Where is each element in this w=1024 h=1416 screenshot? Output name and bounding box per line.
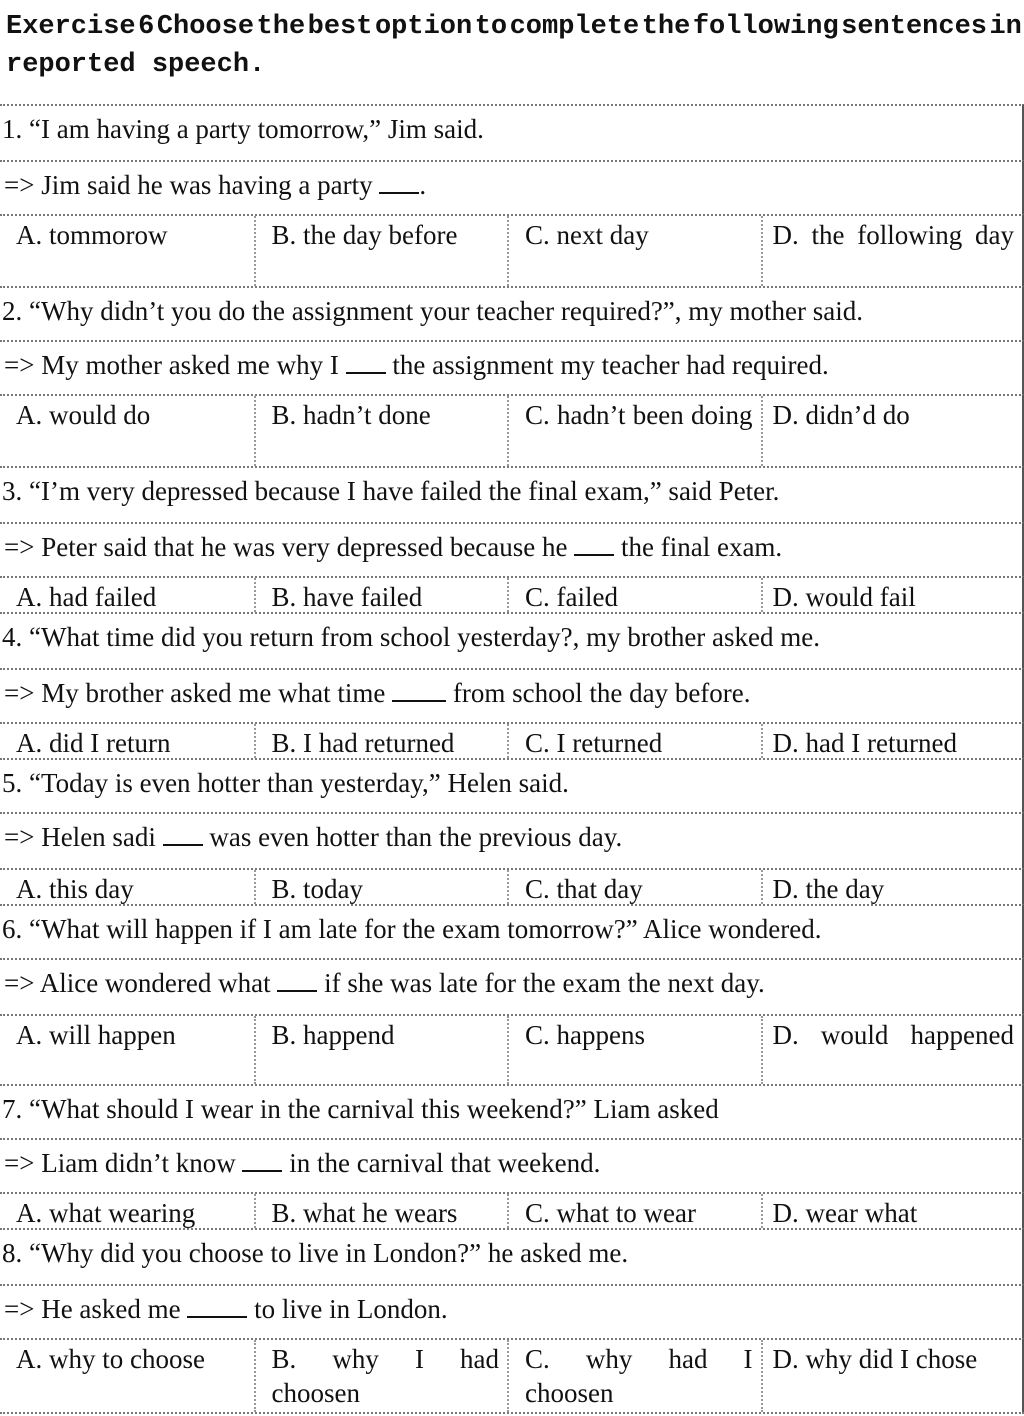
title-word: sentences (841, 12, 987, 42)
option-d[interactable]: D. would fail (772, 582, 916, 612)
question-text: 3. “I’m very depressed because I have failed the final exam,” said Peter. (2, 476, 780, 506)
reported-text (4, 676, 751, 710)
option-a[interactable]: A. would do (0, 396, 256, 466)
question-text: 7. “What should I wear in the carnival this weekend?” Liam asked (2, 1094, 719, 1124)
option-b[interactable]: B. happend (256, 1016, 510, 1084)
question-text: 4. “What time did you return from school yesterday?, my brother asked me. (2, 622, 821, 652)
question-row (0, 612, 1024, 668)
reported-row (0, 668, 1024, 722)
option-c[interactable]: C. failed (509, 578, 763, 612)
title-word: option (374, 12, 473, 42)
option-b[interactable]: B. today (256, 870, 510, 904)
exercise-header (0, 8, 1024, 104)
question-row (0, 758, 1024, 812)
answer-blank[interactable] (163, 822, 203, 846)
exercise-title-line-1 (6, 8, 1022, 46)
table-bottom-border (0, 1412, 1024, 1414)
option-c[interactable]: C. happens (509, 1016, 763, 1084)
reported-after: . (419, 170, 427, 200)
reported-row (0, 1284, 1024, 1338)
title-word: Exercise (6, 12, 136, 42)
option-a[interactable]: A. what wearing (0, 1194, 256, 1228)
question-text: 2. “Why didn’t you do the assignment your teacher required?”, my mother said. (2, 296, 864, 326)
answer-blank[interactable] (277, 968, 317, 992)
option-a[interactable]: A. will happen (0, 1016, 256, 1084)
option-d[interactable]: D. the day (772, 874, 885, 904)
question-row (0, 104, 1024, 160)
question-row (0, 1084, 1024, 1138)
reported-row (0, 160, 1024, 214)
reported-after: if she was late for the exam the next day. (317, 968, 765, 998)
reported-text (4, 966, 765, 1000)
option-c[interactable]: C. I returned (509, 724, 763, 758)
title-word: Choose (156, 12, 255, 42)
question-text: 6. “What will happen if I am late for the exam tomorrow?” Alice wondered. (2, 914, 822, 944)
question-text: 1. “I am having a party tomorrow,” Jim said. (2, 114, 484, 144)
reported-before: => Liam didn’t know (4, 1148, 243, 1178)
reported-row (0, 522, 1024, 576)
reported-after: from school the day before. (446, 678, 751, 708)
answer-blank[interactable] (379, 170, 419, 194)
title-word: 6 (138, 12, 155, 42)
option-a[interactable]: A. had failed (0, 578, 256, 612)
answer-blank[interactable] (346, 350, 386, 374)
options-row (0, 1338, 1024, 1412)
option-c[interactable]: C. hadn’t been doing (509, 396, 763, 466)
reported-after: to live in London. (247, 1294, 448, 1324)
option-b[interactable]: B. I had returned (256, 724, 510, 758)
reported-after: in the carnival that weekend. (282, 1148, 601, 1178)
reported-before: => My brother asked me what time (4, 678, 393, 708)
reported-text (4, 168, 426, 202)
options-row (0, 1014, 1024, 1084)
options-row (0, 576, 1024, 612)
options-row (0, 394, 1024, 466)
answer-blank[interactable] (242, 1148, 282, 1172)
question-row (0, 466, 1024, 522)
option-c[interactable]: C. next day (509, 216, 763, 286)
reported-row (0, 958, 1024, 1014)
reported-text (4, 348, 829, 382)
option-a[interactable]: A. did I return (0, 724, 256, 758)
option-b[interactable]: B. what he wears (256, 1194, 510, 1228)
answer-blank[interactable] (392, 678, 446, 702)
title-word: complete (509, 12, 640, 42)
option-b[interactable]: B. why I had choosen (256, 1340, 510, 1412)
reported-row (0, 1138, 1024, 1192)
options-row (0, 868, 1024, 904)
option-d[interactable]: D. why did I chose (772, 1344, 978, 1374)
reported-text (4, 1146, 600, 1180)
reported-text (4, 1292, 448, 1326)
option-a[interactable]: A. why to choose (0, 1340, 256, 1412)
reported-row (0, 812, 1024, 868)
option-d[interactable]: D. didn’d do (772, 400, 910, 430)
answer-blank[interactable] (574, 532, 614, 556)
reported-text (4, 820, 622, 854)
reported-before: => Peter said that he was very depressed because he (4, 532, 575, 562)
reported-after: was even hotter than the previous day. (202, 822, 623, 852)
option-d[interactable]: D. wear what (772, 1198, 918, 1228)
option-a[interactable]: A. this day (0, 870, 256, 904)
option-d[interactable]: D. had I returned (772, 728, 957, 758)
options-row (0, 214, 1024, 286)
exercise-title-line-2: reported speech. (6, 50, 266, 80)
option-b[interactable]: B. hadn’t done (256, 396, 510, 466)
options-row (0, 722, 1024, 758)
question-text: 5. “Today is even hotter than yesterday,” Helen said. (2, 768, 569, 798)
title-word: the (641, 12, 691, 42)
title-word: following (692, 12, 839, 42)
reported-before: => He asked me (4, 1294, 188, 1324)
options-row (0, 1192, 1024, 1228)
option-c[interactable]: C. why had I choosen (509, 1340, 763, 1412)
reported-before: => Helen sadi (4, 822, 163, 852)
question-text: 8. “Why did you choose to live in London?” he asked me. (2, 1238, 629, 1268)
question-row (0, 904, 1024, 958)
question-row (0, 1228, 1024, 1284)
title-word: to (474, 12, 508, 42)
option-d[interactable]: D. would happened (772, 1020, 1015, 1050)
reported-before: => Jim said he was having a party (4, 170, 380, 200)
reported-text (4, 530, 782, 564)
option-c[interactable]: C. that day (509, 870, 763, 904)
title-word: in (989, 12, 1022, 42)
option-a[interactable]: A. tommorow (0, 216, 256, 286)
answer-blank[interactable] (187, 1294, 247, 1318)
reported-after: the assignment my teacher had required. (385, 350, 829, 380)
reported-after: the final exam. (614, 532, 783, 562)
reported-before: => My mother asked me why I (4, 350, 346, 380)
title-word: the (256, 12, 306, 42)
option-b[interactable]: B. the day before (256, 216, 510, 286)
option-b[interactable]: B. have failed (256, 578, 510, 612)
reported-before: => Alice wondered what (4, 968, 278, 998)
question-row (0, 286, 1024, 340)
reported-row (0, 340, 1024, 394)
title-word: best (307, 12, 373, 42)
option-d[interactable]: D. the following day (772, 220, 1015, 250)
option-c[interactable]: C. what to wear (509, 1194, 763, 1228)
